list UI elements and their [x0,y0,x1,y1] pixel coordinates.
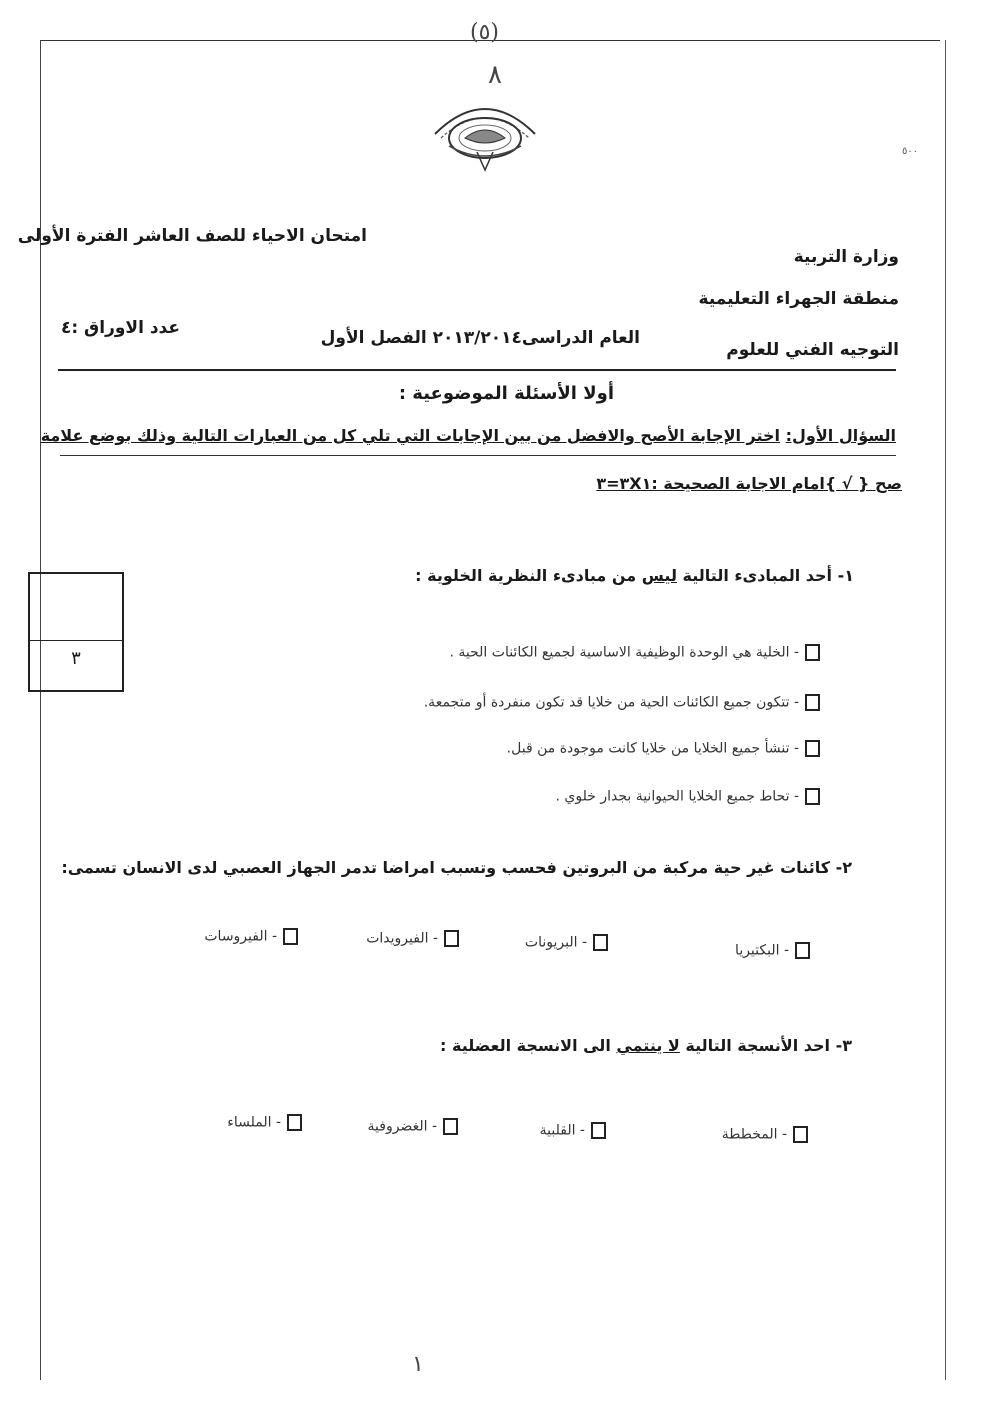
kuwait-emblem-icon [425,92,545,174]
question-3-underlined: لا ينتمي [616,1036,680,1055]
q3-option-3-label: - الغضروفية [367,1118,437,1135]
district-name: منطقة الجهراء التعليمية [698,289,899,309]
handwritten-page-mark: ٨ [488,60,502,90]
section-title: أولا الأسئلة الموضوعية : [398,383,614,404]
q1-option-2-checkbox[interactable] [805,694,820,711]
q3-option-1-label: - المخططة [721,1126,787,1143]
q2-option-2-label: - البريونات [524,934,587,951]
q2-option-4-checkbox[interactable] [283,928,298,945]
top-margin-mark: (٥) [470,20,500,45]
ministry-name: وزارة التربية [793,247,899,267]
q3-option-1[interactable] [722,1126,808,1143]
instruction-line-1 [41,426,896,445]
supervision-name: التوجيه الفني للعلوم [726,340,899,360]
q1-option-1-checkbox[interactable] [805,644,820,661]
q2-option-4-label: - الفيروسات [204,928,277,945]
q3-option-3[interactable] [368,1118,458,1135]
question-label: السؤال الأول: [785,426,896,445]
q3-option-2-checkbox[interactable] [591,1122,606,1139]
q1-option-4[interactable] [555,788,820,805]
header-divider [58,369,896,371]
q2-option-1-label: - البكتيريا [735,942,789,959]
q1-option-1-label: - الخلية هي الوحدة الوظيفية الاساسية لجميع الكائنات الحية . [449,644,799,661]
question-1 [415,566,854,585]
right-margin-mark: ٥٠٠ [902,146,919,157]
q2-option-1[interactable] [735,942,810,959]
q2-option-2[interactable] [525,934,608,951]
q1-option-3-checkbox[interactable] [805,740,820,757]
instruction-text-1: اختر الإجابة الأصح والافضل من بين الإجابات التي تلي كل من العبارات التالية وذلك بوضع علامة [40,426,781,445]
question-2-text: كائنات غير حية مركبة من البروتين فحسب وتسبب امراضا تدمر الجهاز العصبي لدى الانسان تسمى: [61,858,831,877]
question-3 [440,1036,852,1055]
q3-option-3-checkbox[interactable] [443,1118,458,1135]
question-1-text-after: من مبادىء النظرية الخلوية : [415,566,637,585]
q2-option-3[interactable] [366,930,459,947]
q2-option-4[interactable] [204,928,298,945]
question-3-number: ٣- [835,1036,852,1055]
question-2 [61,858,852,877]
question-2-number: ٢- [835,858,852,877]
q2-option-3-checkbox[interactable] [444,930,459,947]
question-1-number: ١- [837,566,854,585]
q1-option-3-label: - تنشأ جميع الخلايا من خلايا كانت موجودة من قبل. [506,740,799,757]
score-box-divider [30,640,122,641]
academic-year: العام الدراسى٢٠١٣/٢٠١٤ الفصل الأول [320,328,640,348]
page-number: ١ [412,1352,424,1377]
instruction-line-2: صح { √ }امام الاجابة الصحيحة :٣X١=٣ [596,474,902,493]
q3-option-4-checkbox[interactable] [287,1114,302,1131]
question-3-text-after: الى الانسجة العضلية : [440,1036,611,1055]
q2-option-2-checkbox[interactable] [593,934,608,951]
question-3-text-before: احد الأنسجة التالية [685,1036,831,1055]
q2-option-3-label: - الفيرويدات [366,930,438,947]
q1-option-2[interactable] [424,694,820,711]
q3-option-4[interactable] [227,1114,302,1131]
q3-option-2[interactable] [540,1122,606,1139]
question-1-text-before: أحد المبادىء التالية [682,566,833,585]
score-box-value: ٣ [71,648,81,669]
q1-option-1[interactable] [449,644,820,661]
q3-option-4-label: - الملساء [227,1114,281,1131]
q3-option-2-label: - القلبية [539,1122,585,1139]
q1-option-4-label: - تحاط جميع الخلايا الحيوانية بجدار خلوي . [555,788,799,805]
q2-option-1-checkbox[interactable] [795,942,810,959]
pages-count: عدد الاوراق :٤ [60,318,180,338]
q1-option-4-checkbox[interactable] [805,788,820,805]
score-box [28,572,124,692]
instruction-underline [60,455,896,456]
q1-option-2-label: - تتكون جميع الكائنات الحية من خلايا قد تكون منفردة أو متجمعة. [423,694,799,711]
q3-option-1-checkbox[interactable] [793,1126,808,1143]
question-1-underlined: ليس [641,566,677,585]
q1-option-3[interactable] [507,740,820,757]
page-frame-right [945,40,947,1380]
exam-title: امتحان الاحياء للصف العاشر الفترة الأولى [17,226,367,246]
